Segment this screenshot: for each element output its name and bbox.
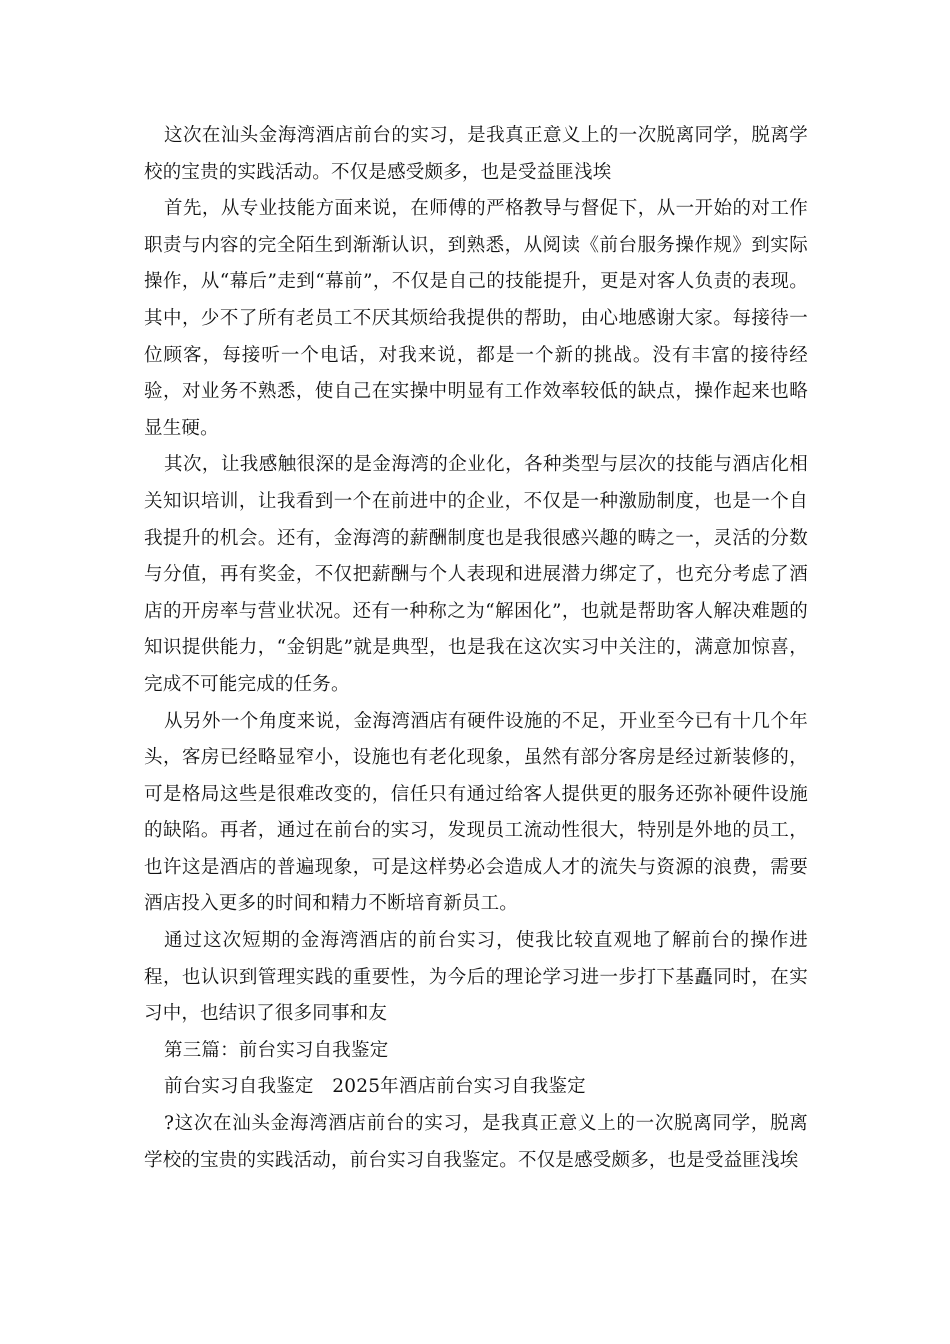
section-subtitle: 前台实习自我鉴定 2025年酒店前台实习自我鉴定 bbox=[164, 1076, 586, 1098]
paragraph-conclusion: 通过这次短期的金海湾酒店的前台实习，使我比较直观地了解前台的操作进程，也认识到管理实践的重要性，为今后的理论学习进一步打下基矗同时，在实习中，也结识了很多同事和友 bbox=[144, 930, 808, 1025]
section-heading: 第三篇：前台实习自我鉴定 bbox=[164, 1039, 389, 1061]
paragraph-corporate-culture: 其次，让我感触很深的是金海湾的企业化，各种类型与层次的技能与酒店化相关知识培训，让我看到一个在前进中的企业，不仅是一种激励制度，也是一个自我提升的机会。还有，金海湾的薪酬制度也是我很感兴趣的畴之一，灵活的分数与分值，再有奖金，不仅把薪酬与个人表现和进展潜力绑定了，也充分考虑了酒店的开房率与营业状况。还有一种称之为“解困化”，也就是帮助客人解决难题的知识提供能力，“金钥匙”就是典型，也是我在这次实习中关注的，满意加惊喜，完成不可能完成的任务。 bbox=[144, 454, 808, 695]
paragraph-section-intro: ?这次在汕头金海湾酒店前台的实习，是我真正意义上的一次脱离同学，脱离学校的宝贵的实践活动，前台实习自我鉴定。不仅是感受颇多，也是受益匪浅埃 bbox=[144, 1113, 808, 1171]
document-page bbox=[144, 118, 808, 1179]
paragraph-hardware-shortcomings: 从另外一个角度来说，金海湾酒店有硬件设施的不足，开业至今已有十几个年头，客房已经略显窄小，设施也有老化现象，虽然有部分客房是经过新装修的，可是格局这些是很难改变的，信任只有通过给客人提供更的服务还弥补硬件设施的缺陷。再者，通过在前台的实习，发现员工流动性很大，特别是外地的员工，也许这是酒店的普遍现象，可是这样势必会造成人才的流失与资源的浪费，需要酒店投入更多的时间和精力不断培育新员工。 bbox=[144, 710, 808, 915]
paragraph-intro: 这次在汕头金海湾酒店前台的实习，是我真正意义上的一次脱离同学，脱离学校的宝贵的实践活动。不仅是感受颇多，也是受益匪浅埃 bbox=[144, 125, 808, 183]
paragraph-professional-skills: 首先，从专业技能方面来说，在师傅的严格教导与督促下，从一开始的对工作职责与内容的完全陌生到渐渐认识，到熟悉，从阅读《前台服务操作规》到实际操作，从“幕后”走到“幕前”，不仅是自己的技能提升，更是对客人负责的表现。其中，少不了所有老员工不厌其烦给我提供的帮助，由心地感谢大家。每接待一位顾客，每接听一个电话，对我来说，都是一个新的挑战。没有丰富的接待经验，对业务不熟悉，使自己在实操中明显有工作效率较低的缺点，操作起来也略显生硬。 bbox=[144, 198, 808, 439]
